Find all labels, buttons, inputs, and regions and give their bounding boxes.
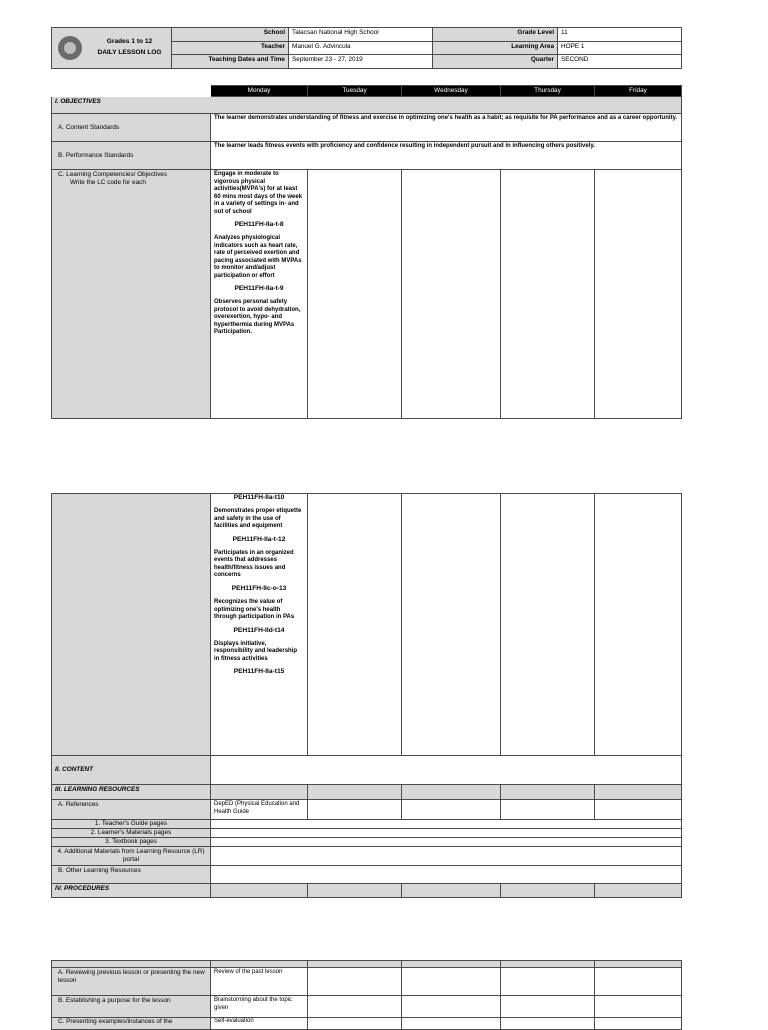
friday-competencies-cell [595, 170, 682, 419]
teachers-guide-label: 1. Teacher's Guide pages [52, 820, 211, 829]
thursday-competencies-cell [501, 170, 595, 419]
other-resources-cell [211, 866, 682, 884]
teacher-value: Manuel G. Advincula [289, 41, 433, 55]
content-section-title: II. CONTENT [52, 756, 211, 785]
learning-competencies-label [52, 170, 211, 419]
references-thursday-cell [501, 800, 595, 820]
wednesday-competencies-cell [402, 170, 501, 419]
teaching-dates-value: September 23 - 27, 2019 [289, 55, 433, 69]
textbook-pages-label: 3. Textbook pages [52, 838, 211, 847]
wednesday-competencies-cell [402, 494, 501, 756]
competency-code: PEH11FH-IIc-o-13 [231, 584, 287, 592]
header-table [51, 27, 682, 69]
competency-text: Recognizes the value of optimizing one's health through participation in PAs [214, 599, 295, 621]
procedure-a-friday [595, 968, 682, 996]
competency-text: Analyzes physiological indicators such as heart rate, rate of perceived exertion and pacing associated with MVPAs to monitor and/adjust participation or effort [214, 235, 302, 279]
teaching-dates-label: Teaching Dates and Time [172, 55, 289, 69]
deped-seal-icon [58, 36, 82, 60]
objectives-section-title: I. OBJECTIVES [52, 97, 682, 114]
resources-tuesday-cell [308, 785, 402, 800]
procedures-monday-cell [211, 884, 308, 898]
quarter-value: SECOND [558, 55, 682, 69]
header-title-line1: Grades 1 to 12 [106, 38, 153, 46]
content-standards-text: The learner demonstrates understanding of fitness and exercise in optimizing one's health as a habit; as requisite for PA performance and as a career opportunity. [211, 114, 682, 142]
learners-materials-label: 2. Learner's Materials pages [52, 829, 211, 838]
procedure-b-tuesday [308, 996, 402, 1018]
procedures-top-thursday [501, 961, 595, 968]
teacher-label: Teacher [172, 41, 289, 55]
friday-competencies-cell [595, 494, 682, 756]
procedure-c-label: C. Presenting examples/instances of the [52, 1018, 211, 1030]
references-friday-cell [595, 800, 682, 820]
procedures-top-tuesday [308, 961, 402, 968]
performance-standards-label: B. Performance Standards [52, 142, 211, 170]
learning-competencies-label-line1: C. Learning Competencies/ Objectives [58, 171, 168, 178]
resources-thursday-cell [501, 785, 595, 800]
references-label: A. References [52, 800, 211, 820]
procedures-top-wednesday [402, 961, 501, 968]
header-title-line2: DAILY LESSON LOG [97, 49, 162, 56]
resources-monday-cell [211, 785, 308, 800]
day-header-thursday: Thursday [501, 86, 595, 97]
additional-materials-label: 4. Additional Materials from Learning Resource (LR) portal [52, 847, 211, 866]
competency-text: Displays initiative, responsibility and leadership in fitness activities [214, 640, 298, 662]
procedures-section-title: IV. PROCEDURES [52, 884, 211, 898]
competency-text: Engage in moderate to vigorous physical activities(MVPA's) for at least 60 mins most days of the week in a variety of settings in- and out of school [214, 171, 303, 215]
procedure-b-label: B. Establishing a purpose for the lesson [52, 996, 211, 1018]
procedure-b-wednesday [402, 996, 501, 1018]
competency-text: Participates in an organized events that addresses health/fitness issues and concerns [214, 549, 294, 579]
procedure-b-thursday [501, 996, 595, 1018]
content-standards-label: A. Content Standards [52, 114, 211, 142]
grade-level-value: 11 [558, 28, 682, 42]
procedures-top-friday [595, 961, 682, 968]
procedures-top-label [52, 961, 211, 968]
references-tuesday-cell [308, 800, 402, 820]
procedure-b-monday: Brainstorming about the topic given [211, 996, 308, 1018]
procedures-thursday-cell [501, 884, 595, 898]
procedure-a-monday: Review of the past lesson [211, 968, 308, 996]
performance-standards-text: The learner leads fitness events with proficiency and confidence resulting in independent pursuit and in influencing others positively. [211, 142, 682, 170]
competency-text: Demonstrates proper etiquette and safety in the use of facilities and equipment [214, 508, 302, 530]
procedure-a-tuesday [308, 968, 402, 996]
learners-materials-cell [211, 829, 682, 838]
thursday-competencies-cell [501, 494, 595, 756]
lesson-log-table-2 [51, 493, 682, 898]
resources-friday-cell [595, 785, 682, 800]
monday-competencies-1 [211, 170, 308, 419]
textbook-pages-cell [211, 838, 682, 847]
day-header-monday: Monday [211, 86, 308, 97]
monday-competencies-2 [211, 494, 308, 756]
competency-code: PEH11FH-IIa-t-8 [234, 221, 284, 228]
references-wednesday-cell [402, 800, 501, 820]
procedures-friday-cell [595, 884, 682, 898]
day-header-friday: Friday [595, 86, 682, 97]
competency-code: PEH11FH-IIa-t-9 [234, 285, 284, 293]
school-value: Talacsan National High School [289, 28, 433, 42]
grade-level-label: Grade Level [433, 28, 558, 42]
competency-text: Observes personal safety protocol to avoid dehydration, overexertion, hypo- and hyperthermia during MVPAs Participation. [214, 299, 301, 336]
procedure-a-label: A. Reviewing previous lesson or presenting the new lesson [52, 968, 211, 996]
learning-area-label: Learning Area [433, 41, 558, 55]
content-section-cell [211, 756, 682, 785]
learning-resources-title: III. LEARNING RESOURCES [52, 785, 211, 800]
procedures-top-monday [211, 961, 308, 968]
competency-code: PEH11FH-IIa-t15 [233, 668, 285, 676]
day-header-blank [52, 86, 211, 97]
procedure-a-thursday [501, 968, 595, 996]
other-resources-label: B. Other Learning Resources [52, 866, 211, 884]
day-header-wednesday: Wednesday [402, 86, 501, 97]
competencies-continued-label [52, 494, 211, 756]
lesson-log-table-1 [51, 85, 682, 419]
quarter-label: Quarter [433, 55, 558, 69]
procedure-b-friday [595, 996, 682, 1018]
procedure-c-monday: Self-evaluation [211, 1018, 308, 1030]
procedures-wednesday-cell [402, 884, 501, 898]
tuesday-competencies-cell [308, 494, 402, 756]
additional-materials-cell [211, 847, 682, 866]
competency-code: PEH11FH-IIa-t-12 [232, 535, 286, 543]
school-label: School [172, 28, 289, 42]
resources-wednesday-cell [402, 785, 501, 800]
learning-competencies-label-line2: Write the LC code for each [70, 179, 146, 186]
day-header-tuesday: Tuesday [308, 86, 402, 97]
competency-code: PEH11FH-IId-t14 [233, 626, 285, 634]
tuesday-competencies-cell [308, 170, 402, 419]
procedure-a-wednesday [402, 968, 501, 996]
teachers-guide-cell [211, 820, 682, 829]
procedures-tuesday-cell [308, 884, 402, 898]
references-monday: DepED (Physical Education and Health Guide [211, 800, 308, 820]
lesson-log-table-3 [51, 960, 682, 1030]
header-logo-cell [52, 28, 172, 69]
competency-code: PEH11FH-IIa-t10 [233, 494, 285, 501]
learning-area-value: HOPE 1 [558, 41, 682, 55]
